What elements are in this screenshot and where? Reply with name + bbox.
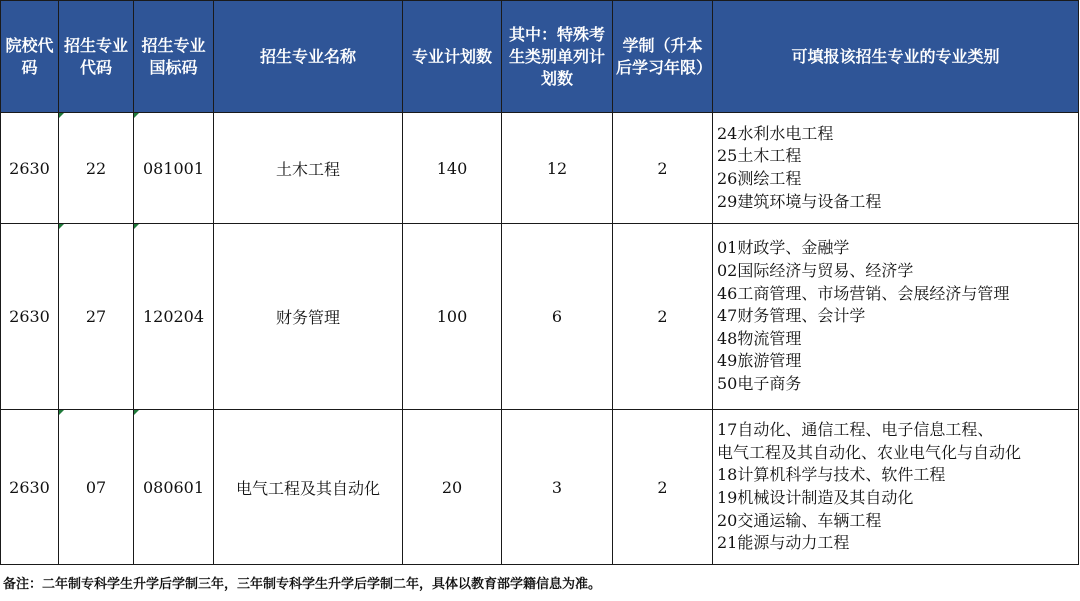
header-major-code: 招生专业代码 — [59, 1, 134, 113]
national-code-cell: 120204 — [134, 224, 214, 410]
categories-cell — [713, 410, 1079, 565]
header-national-code: 招生专业国标码 — [134, 1, 214, 113]
category-item: 21能源与动力工程 — [717, 533, 850, 553]
footnote: 备注：二年制专科学生升学后学制三年，三年制专科学生升学后学制二年，具体以教育部学籍信息为准。 — [3, 577, 602, 592]
table-row — [1, 224, 1079, 410]
major-name-cell: 电气工程及其自动化 — [214, 410, 403, 565]
header-duration: 学制（升本后学习年限） — [613, 1, 713, 113]
duration-cell: 2 — [613, 224, 713, 410]
header-row — [1, 1, 1079, 113]
category-item: 26测绘工程 — [717, 169, 802, 188]
category-item: 49旅游管理 — [717, 351, 802, 371]
category-item: 46工商管理、市场营销、会展经济与管理 — [717, 283, 1010, 303]
header-plan: 专业计划数 — [403, 1, 502, 113]
header-special-plan: 其中：特殊考生类别单列计划数 — [502, 1, 613, 113]
categories-cell — [713, 113, 1079, 224]
category-item: 18计算机科学与技术、软件工程 — [717, 465, 946, 485]
plan-cell: 140 — [403, 113, 502, 224]
duration-cell: 2 — [613, 410, 713, 565]
table-row — [1, 113, 1079, 224]
major-code-cell: 22 — [59, 113, 134, 224]
header-major-name: 招生专业名称 — [214, 1, 403, 113]
category-item: 01财政学、金融学 — [717, 238, 850, 258]
duration-cell: 2 — [613, 113, 713, 224]
category-item: 29建筑环境与设备工程 — [717, 191, 882, 211]
major-name-cell: 土木工程 — [214, 113, 403, 224]
category-item: 47财务管理、会计学 — [717, 306, 866, 326]
plan-cell: 100 — [403, 224, 502, 410]
header-categories: 可填报该招生专业的专业类别 — [713, 1, 1079, 113]
categories-cell — [713, 224, 1079, 410]
school-code-cell: 2630 — [1, 224, 59, 410]
special-plan-cell: 6 — [502, 224, 613, 410]
special-plan-cell: 3 — [502, 410, 613, 565]
header-school-code: 院校代码 — [1, 1, 59, 113]
national-code-cell: 081001 — [134, 113, 214, 224]
category-item: 20交通运输、车辆工程 — [717, 510, 882, 530]
category-item: 24水利水电工程 — [717, 123, 834, 143]
school-code-cell: 2630 — [1, 113, 59, 224]
category-item: 02国际经济与贸易、经济学 — [717, 261, 914, 281]
plan-cell: 20 — [403, 410, 502, 565]
major-code-cell: 07 — [59, 410, 134, 565]
special-plan-cell: 12 — [502, 113, 613, 224]
category-item: 48物流管理 — [717, 328, 802, 348]
major-code-cell: 27 — [59, 224, 134, 410]
category-item: 50电子商务 — [717, 373, 802, 393]
category-item: 19机械设计制造及其自动化 — [717, 488, 914, 507]
school-code-cell: 2630 — [1, 410, 59, 565]
category-item: 25土木工程 — [717, 146, 802, 166]
category-item: 17自动化、通信工程、电子信息工程、 — [717, 420, 994, 440]
category-item: 电气工程及其自动化、农业电气化与自动化 — [717, 442, 1022, 462]
national-code-cell: 080601 — [134, 410, 214, 565]
major-name-cell: 财务管理 — [214, 224, 403, 410]
table-row — [1, 410, 1079, 565]
